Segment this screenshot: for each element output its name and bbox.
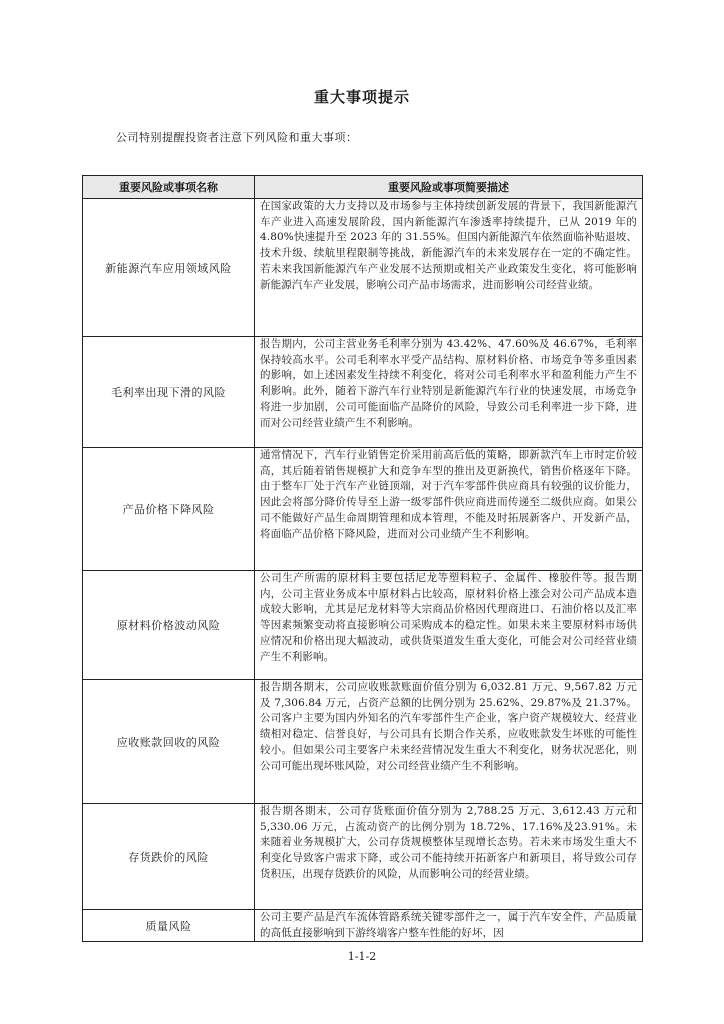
intro-text: 公司特别提醒投资者注意下列风险和重大事项： [116,131,358,144]
risk-name: 存货跌价的风险 [83,804,255,910]
table-row [83,571,643,680]
risk-table [82,175,643,942]
page-number: 1-1-2 [347,950,377,963]
page-title: 重大事项提示 [313,88,410,106]
column-header-name: 重要风险或事项名称 [83,176,255,199]
risk-description: 报告期内，公司主营业务毛利率分别为 43.42%、47.60%及 46.67%，毛利率保持较高水平。公司毛利率水平受产品结构、原材料价格、市场竞争等多重因素的影响，如上述因素发生持续不利变化，将对公司毛利率水平和盈利能力产生不利影响。此外，随着下游汽车行业特别是新能源汽车行业的快速发展，市场竞争将进一步加剧，公司可能面临产品降价的风险，导致公司毛利率进一步下降，进而对公司经营业绩产生不利影响。 [255,337,643,448]
risk-description: 报告期各期末，公司应收账款账面价值分别为 6,032.81 万元、9,567.82 万元及 7,306.84 万元，占资产总额的比例分别为 25.62%、29.87%及 21.37%。公司客户主要为国内外知名的汽车零部件生产企业，客户资产规模较大、经营业绩相对稳定、信誉良好，与公司具有长期合作关系，应收账款发生坏账的可能性较小。但如果公司主要客户未来经营情况发生重大不利变化，财务状况恶化，则公司可能出现坏账风险，对公司经营业绩产生不利影响。 [255,680,643,804]
risk-name: 应收账款回收的风险 [83,680,255,804]
risk-name: 新能源汽车应用领域风险 [83,199,255,337]
risk-name: 毛利率出现下滑的风险 [83,337,255,448]
column-header-description: 重要风险或事项简要描述 [255,176,643,199]
risk-description: 公司生产所需的原材料主要包括尼龙等塑料粒子、金属件、橡胶件等。报告期内，公司主营业务成本中原材料占比较高，原材料价格上涨会对公司产品成本造成较大影响，尤其是尼龙材料等大宗商品价格因代理商进口、石油价格以及汇率等因素频繁变动将直接影响公司采购成本的稳定性。如果未来主要原材料市场供应情况和价格出现大幅波动，或供货渠道发生重大变化，可能会对公司经营业绩产生不利影响。 [255,571,643,680]
risk-description: 公司主要产品是汽车流体管路系统关键零部件之一，属于汽车安全件，产品质量的高低直接影响到下游终端客户整车性能的好坏，因 [255,910,643,942]
table-header-row [83,176,643,199]
table-row [83,804,643,910]
risk-description: 通常情况下，汽车行业销售定价采用前高后低的策略，即新款汽车上市时定价较高，其后随着销售规模扩大和竞争车型的推出及更新换代，销售价格逐年下降。由于整车厂处于汽车产业链顶端，对于汽车零部件供应商具有较强的议价能力，因此会将部分降价传导至上游一级零部件供应商进而传递至二级供应商。如果公司不能做好产品生命周期管理和成本管理，不能及时拓展新客户、开发新产品，将面临产品价格下降风险，进而对公司业绩产生不利影响。 [255,448,643,571]
risk-description: 报告期各期末，公司存货账面价值分别为 2,788.25 万元、3,612.43 万元和 5,330.06 万元，占流动资产的比例分别为 18.72%、17.16%及23.91%。未来随着业务规模扩大，公司存货规模整体呈现增长态势。若未来市场发生重大不利变化导致客户需求下降，或公司不能持续开拓新客户和新项目，将导致公司存货积压，出现存货跌价的风险，从而影响公司的经营业绩。 [255,804,643,910]
table-row [83,910,643,942]
table-row [83,448,643,571]
risk-name: 质量风险 [83,910,255,942]
table-row [83,680,643,804]
table-row [83,337,643,448]
risk-name: 产品价格下降风险 [83,448,255,571]
table-row [83,199,643,337]
risk-name: 原材料价格波动风险 [83,571,255,680]
risk-description: 在国家政策的大力支持以及市场参与主体持续创新发展的背景下，我国新能源汽车产业进入高速发展阶段，国内新能源汽车渗透率持续提升，已从 2019 年的 4.80%快速提升至 2023 年的 31.55%。但国内新能源汽车依然面临补贴退坡、技术升级、续航里程限制等挑战，新能源汽车的未来发展存在一定的不确定性。若未来我国新能源汽车产业发展不达预期或相关产业政策发生变化，将可能影响新能源汽车产业发展，影响公司产品市场需求，进而影响公司经营业绩。 [255,199,643,337]
